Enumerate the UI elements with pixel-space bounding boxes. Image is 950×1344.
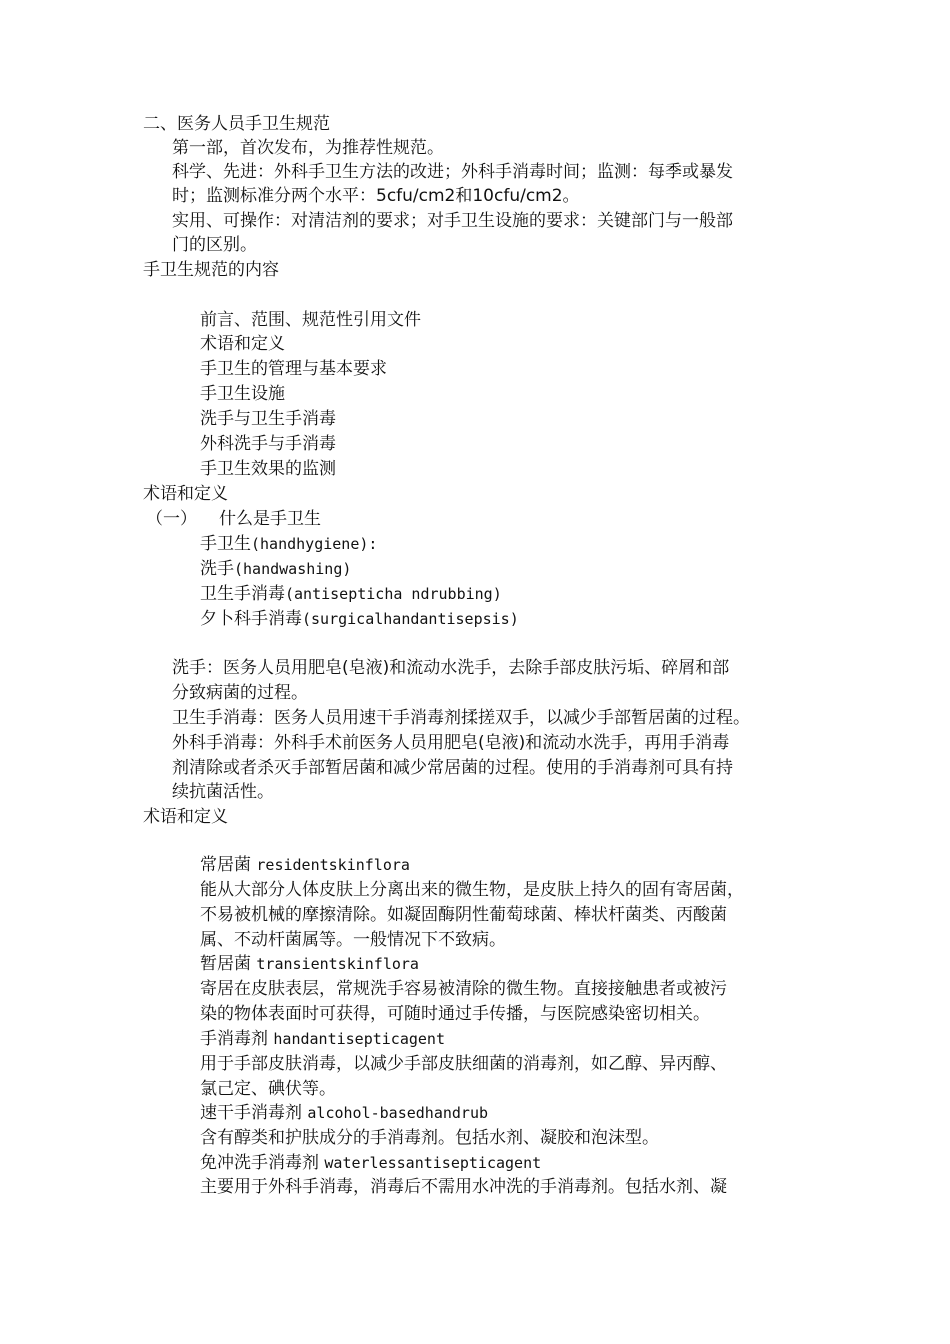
resident-definition-line-3: 属、不动杆菌属等。一般情况下不致病。 xyxy=(200,930,506,950)
term-item-antiseptic-handrubbing xyxy=(200,582,502,606)
intro-paragraph-3-line-1: 实用、可操作：对清洁剂的要求；对手卫生设施的要求：关键部门与一般部 xyxy=(172,211,733,231)
term-item-handwashing xyxy=(200,557,351,581)
terms-heading-2: 术语和定义 xyxy=(143,807,228,827)
term-zh: 暂居菌 xyxy=(200,954,251,974)
term-en: alcohol-basedhandrub xyxy=(307,1104,489,1122)
contents-item: 前言、范围、规范性引用文件 xyxy=(200,310,421,330)
term-en: handantisepticagent xyxy=(273,1030,445,1048)
definition-surgical-line-1: 外科手消毒：外科手术前医务人员用肥皂(皂液)和流动水洗手，再用手消毒 xyxy=(172,733,730,753)
contents-item: 术语和定义 xyxy=(200,334,285,354)
contents-item: 外科洗手与手消毒 xyxy=(200,434,336,454)
term-en: transientskinflora xyxy=(256,955,419,973)
term-zh: 夕卜科手消毒 xyxy=(200,609,302,629)
definition-surgical-line-3: 续抗菌活性。 xyxy=(172,782,274,802)
term-item-surgical-antisepsis xyxy=(200,607,519,631)
term-en: residentskinflora xyxy=(256,856,410,874)
subheading-text: 什么是手卫生 xyxy=(219,509,321,529)
term-zh: 手卫生 xyxy=(200,534,251,554)
section-title: 二、医务人员手卫生规范 xyxy=(143,114,330,134)
intro-paragraph-2-line-1: 科学、先进：外科手卫生方法的改进；外科手消毒时间；监测：每季或暴发 xyxy=(172,162,733,182)
intro-paragraph-2-line-2: 时；监测标准分两个水平：5cfu/cm2和10cfu/cm2。 xyxy=(172,186,580,206)
term-item-hand-hygiene xyxy=(200,532,377,556)
term-zh: 卫生手消毒 xyxy=(200,584,285,604)
term-zh: 手消毒剂 xyxy=(200,1029,268,1049)
term-title-agent xyxy=(200,1027,445,1051)
subheading-number: （一） xyxy=(146,509,197,529)
term-zh: 常居菌 xyxy=(200,855,251,875)
definition-surgical-line-2: 剂清除或者杀灭手部暂居菌和减少常居菌的过程。使用的手消毒剂可具有持 xyxy=(172,758,733,778)
term-title-waterless xyxy=(200,1151,541,1175)
waterless-definition-line-1: 主要用于外科手消毒，消毒后不需用水冲洗的手消毒剂。包括水剂、凝 xyxy=(200,1177,727,1197)
term-zh: 免冲洗手消毒剂 xyxy=(200,1153,319,1173)
contents-item: 洗手与卫生手消毒 xyxy=(200,409,336,429)
contents-item: 手卫生设施 xyxy=(200,384,285,404)
agent-definition-line-2: 氯己定、碘伏等。 xyxy=(200,1079,336,1099)
term-en: (surgicalhandantisepsis) xyxy=(302,610,519,628)
term-title-handrub xyxy=(200,1101,488,1125)
intro-paragraph-3-line-2: 门的区别。 xyxy=(172,235,257,255)
intro-paragraph-1: 第一部，首次发布，为推荐性规范。 xyxy=(172,138,444,158)
definition-washing-line-1: 洗手：医务人员用肥皂(皂液)和流动水洗手，去除手部皮肤污垢、碎屑和部 xyxy=(172,658,730,678)
term-title-transient xyxy=(200,952,419,976)
terms-heading: 术语和定义 xyxy=(143,484,228,504)
term-title-resident xyxy=(200,853,410,877)
transient-definition-line-2: 染的物体表面时可获得，可随时通过手传播，与医院感染密切相关。 xyxy=(200,1004,710,1024)
term-en: (handwashing) xyxy=(234,560,352,578)
term-en: (handhygiene): xyxy=(251,535,378,553)
resident-definition-line-1: 能从大部分人体皮肤上分离出来的微生物，是皮肤上持久的固有寄居菌， xyxy=(200,880,744,900)
handrub-definition-line-1: 含有醇类和护肤成分的手消毒剂。包括水剂、凝胶和泡沫型。 xyxy=(200,1128,659,1148)
term-zh: 速干手消毒剂 xyxy=(200,1103,302,1123)
agent-definition-line-1: 用于手部皮肤消毒，以减少手部皮肤细菌的消毒剂，如乙醇、异丙醇、 xyxy=(200,1054,727,1074)
resident-definition-line-2: 不易被机械的摩擦清除。如凝固酶阴性葡萄球菌、棒状杆菌类、丙酸菌 xyxy=(200,905,727,925)
definition-washing-line-2: 分致病菌的过程。 xyxy=(172,683,308,703)
term-en: (antisepticha ndrubbing) xyxy=(285,585,502,603)
definition-hygienic: 卫生手消毒：医务人员用速干手消毒剂揉搓双手，以减少手部暂居菌的过程。 xyxy=(172,708,750,728)
contents-heading: 手卫生规范的内容 xyxy=(143,260,279,280)
term-en: waterlessantisepticagent xyxy=(324,1154,542,1172)
contents-item: 手卫生的管理与基本要求 xyxy=(200,359,387,379)
contents-item: 手卫生效果的监测 xyxy=(200,459,336,479)
transient-definition-line-1: 寄居在皮肤表层，常规洗手容易被清除的微生物。直接接触患者或被污 xyxy=(200,979,727,999)
term-zh: 洗手 xyxy=(200,559,234,579)
